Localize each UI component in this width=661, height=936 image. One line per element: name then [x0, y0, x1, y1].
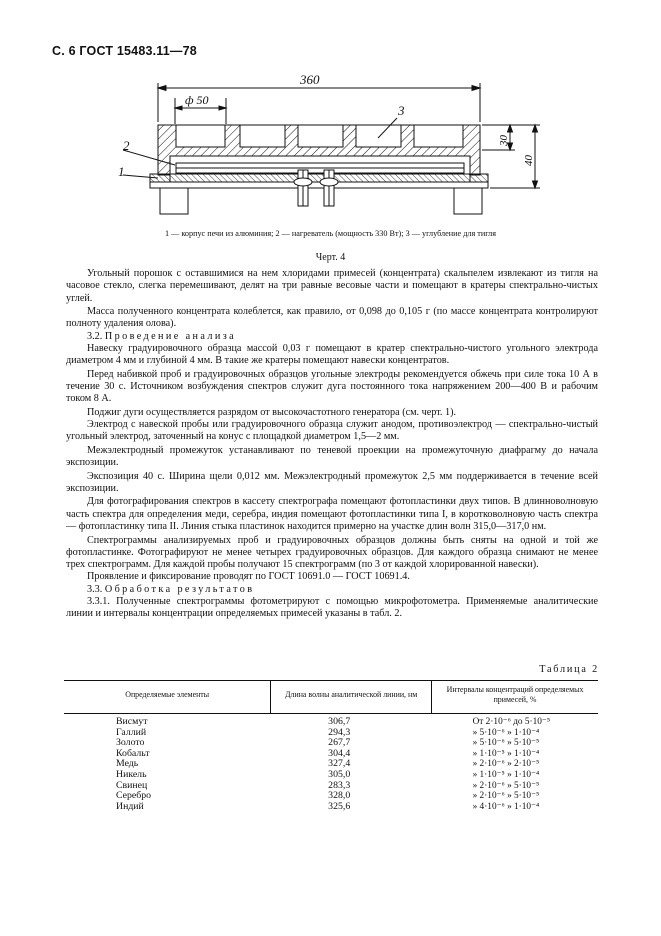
- table-cell: » 5·10⁻⁶ » 5·10⁻⁵: [472, 738, 540, 749]
- table-cell: 306,7: [328, 716, 351, 727]
- section-heading-3-2: 3.2. Проведение анализа: [87, 330, 237, 342]
- paragraph: Перед набивкой проб и градуировочных образцов угольные электроды рекомендуется обжечь при силе тока 10 А в течение 30 с. Источником возбуждения спектров служит дуга постоянного тока напряжением 200—400 В и рабочим током 8 А.: [66, 368, 598, 405]
- table-cell: » 1·10⁻⁵ » 1·10⁻⁴: [472, 769, 540, 780]
- table-title: Таблица 2: [539, 664, 599, 675]
- table-cell: Свинец: [116, 779, 148, 791]
- section-heading-3-3: 3.3. Обработка результатов: [87, 583, 255, 595]
- paragraph: Поджиг дуги осуществляется разрядом от высокочастотного генератора (см. черт. 1).: [87, 406, 457, 418]
- callout-1: 1: [118, 164, 125, 179]
- wavelength-column: [271, 714, 432, 813]
- paragraph: Электрод с навеской пробы или градуировочного образца служит анодом, противоэлектрод — спектрально-чистый угольный электрод, заточенный на конус с площадкой диаметром 1,5—2 мм.: [66, 419, 598, 443]
- dim-height-total: 40: [523, 155, 535, 166]
- table-cell: Медь: [116, 758, 139, 770]
- paragraph: Экспозиция 40 с. Ширина щели 0,012 мм. Межэлектродный промежуток 2,5 мм поддерживается в течение всей экспозиции.: [66, 470, 598, 494]
- table-header-wavelength: Длина волны аналитической линии, нм: [271, 681, 432, 714]
- paragraph: Масса полученного концентрата колеблется, как правило, от 0,098 до 0,105 г (по массе концентрата контролируют полноту удаления олова).: [66, 306, 598, 330]
- elements-column: [64, 714, 271, 813]
- table-cell: » 2·10⁻⁶ » 2·10⁻⁵: [472, 759, 540, 770]
- table-cell: » 2·10⁻⁶ » 5·10⁻⁵: [472, 791, 540, 802]
- table-cell: » 5·10⁻⁶ » 1·10⁻⁴: [472, 727, 540, 738]
- dim-width: 360: [300, 72, 320, 87]
- furnace-drawing: [0, 0, 661, 236]
- table-cell: Индий: [116, 800, 144, 812]
- paragraph: 3.3.1. Полученные спектрограммы фотометрируют с помощью микрофотометра. Применяемые аналитические линии и интервалы концентрации определяемых примесей указаны в табл. 2.: [66, 596, 598, 620]
- table-cell: 305,0: [328, 768, 351, 780]
- range-column: [432, 714, 598, 813]
- table-header-elements: Определяемые элементы: [64, 681, 271, 714]
- paragraph: Межэлектродный промежуток устанавливают по теневой проекции на промежуточную диафрагму до начала экспозиции.: [66, 444, 598, 469]
- table-cell: 294,3: [328, 726, 351, 738]
- table-header-range: Интервалы концентраций определяемых примесей, %: [432, 681, 598, 714]
- table-cell: Серебро: [116, 790, 152, 802]
- table-cell: 267,7: [328, 737, 351, 749]
- table-cell: » 2·10⁻⁶ » 5·10⁻⁵: [472, 780, 540, 791]
- paragraph: Спектрограммы анализируемых проб и градуировочных образцов должны быть сняты на одной и той же фотопластинке. Фотографируют не менее четырех градуировочных образцов. Для каждого образца снимают не менее трех спектрограмм. Для каждой пробы получают 15 спектрограмм (по 3 от каждой хлорированной навески).: [66, 534, 598, 571]
- table-cell: 283,3: [328, 779, 351, 791]
- table-cell: От 2·10⁻⁶ до 5·10⁻⁵: [472, 717, 551, 727]
- table-cell: 304,4: [328, 747, 351, 759]
- figure-title: Черт. 4: [315, 252, 346, 263]
- dim-height-top: 30: [498, 135, 510, 146]
- table-cell: Никель: [116, 768, 147, 780]
- table-cell: Кобальт: [116, 747, 150, 759]
- paragraph: Проявление и фиксирование проводят по ГОСТ 10691.0 — ГОСТ 10691.4.: [87, 571, 410, 583]
- table-cell: 328,0: [328, 790, 351, 802]
- paragraph: Навеску градуировочного образца массой 0,03 г помещают в кратер спектрально-чистого угольного электрода диаметром 4 мм и глубиной 4 мм. В такие же кратеры помещают навески концентратов.: [66, 342, 598, 367]
- table-cell: 325,6: [328, 800, 351, 812]
- figure-caption: 1 — корпус печи из алюминия; 2 — нагреватель (мощность 330 Вт); 3 — углубление для тигля: [164, 229, 497, 238]
- dim-diameter: ф 50: [185, 93, 209, 107]
- table-cell: Висмут: [116, 716, 148, 727]
- paragraph: Угольный порошок с оставшимися на нем хлоридами примесей (концентрата) скальпелем извлекают из тигля на часовое стекло, слегка перемешивают, делят на три равные весовые части и помещают в кратеры спектрально-чистых углей.: [66, 268, 598, 304]
- table-cell: Золото: [116, 737, 145, 749]
- paragraph: Для фотографирования спектров в кассету спектрографа помещают фотопластинки двух типов. В длинноволновую часть спектра для определения меди, серебра, индия помещают фотопластинки типа I, в коротковолновую часть спектра — фотопластинку типа II. Линия стыка пластинок находится примерно на участке длин волн 315,0—317,0 нм.: [66, 496, 598, 533]
- table-cell: » 1·10⁻⁵ » 1·10⁻⁴: [472, 748, 540, 759]
- table-cell: » 4·10⁻⁶ » 1·10⁻⁴: [472, 801, 540, 812]
- callout-2: 2: [123, 138, 130, 153]
- table-2: [64, 680, 598, 812]
- callout-3: 3: [398, 103, 405, 118]
- page-header: С. 6 ГОСТ 15483.11—78: [52, 44, 197, 58]
- table-cell: 327,4: [328, 758, 351, 770]
- table-cell: Галлий: [116, 726, 147, 738]
- body-text: [66, 268, 598, 621]
